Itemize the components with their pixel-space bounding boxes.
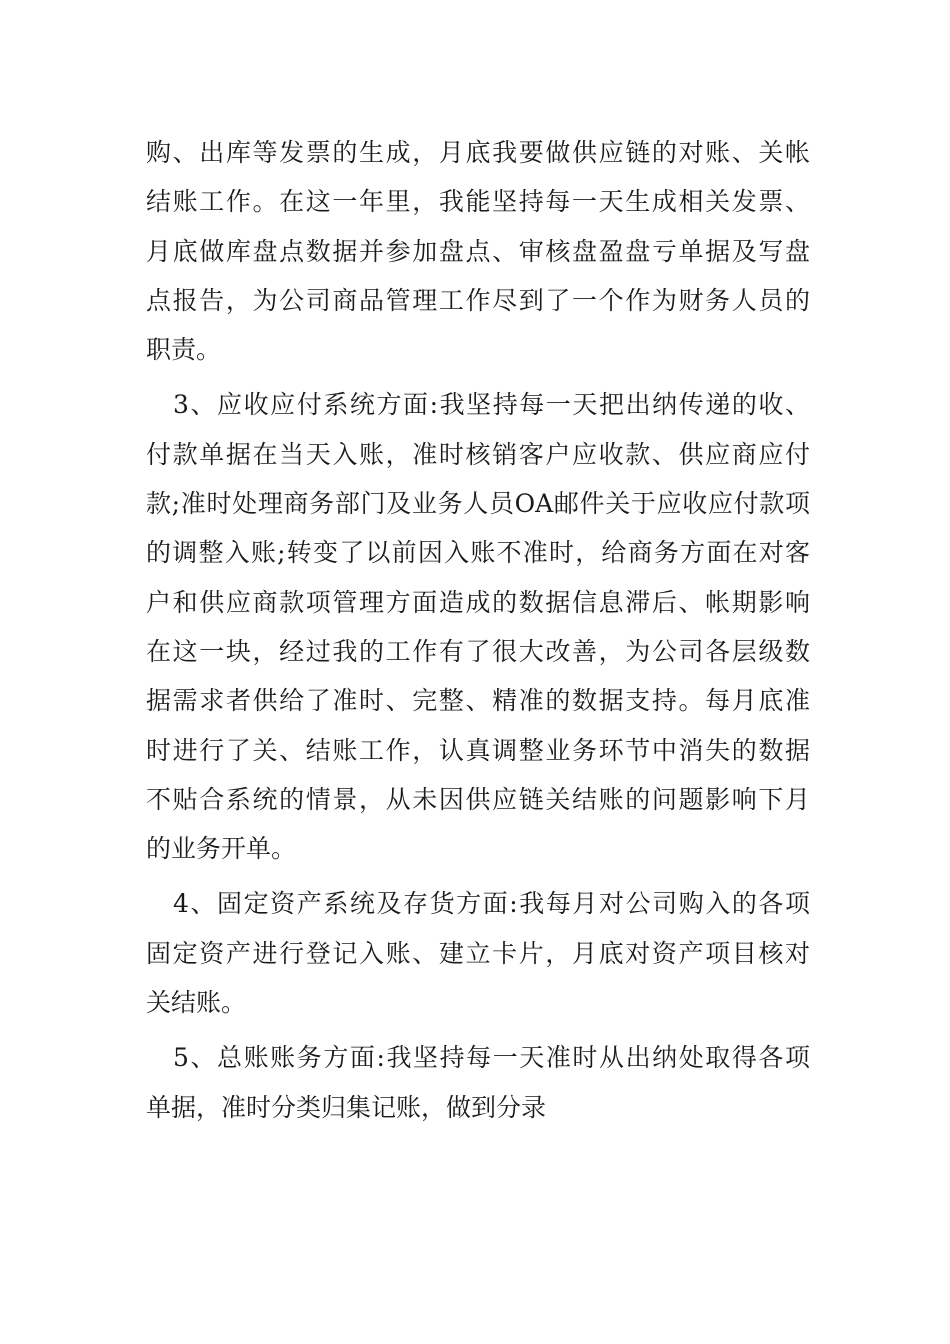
text-line: 结账工作。在这一年里，我能坚持每一天生成相关发票、 <box>146 187 810 217</box>
text-line: 5、总账账务方面:我坚持每一天准时从出纳处取得各项 <box>173 1043 810 1073</box>
paragraph-3 <box>146 879 810 1027</box>
paragraph-1 <box>146 128 810 374</box>
text-line: 点报告，为公司商品管理工作尽到了一个作为财务人员的 <box>146 285 810 315</box>
document-body <box>146 128 810 1132</box>
text-line: 职责。 <box>146 335 222 365</box>
text-line: 不贴合系统的情景，从未因供应链关结账的问题影响下月 <box>146 784 810 814</box>
text-line: 在这一块，经过我的工作有了很大改善，为公司各层级数 <box>146 636 810 666</box>
text-line: 据需求者供给了准时、完整、精准的数据支持。每月底准 <box>146 686 810 716</box>
paragraph-2 <box>146 380 810 873</box>
text-line: 固定资产进行登记入账、建立卡片，月底对资产项目核对 <box>146 938 810 968</box>
text-line: 3、应收应付系统方面:我坚持每一天把出纳传递的收、 <box>173 390 810 420</box>
text-line: 款;准时处理商务部门及业务人员OA邮件关于应收应付款项 <box>146 489 810 519</box>
text-line: 单据，准时分类归集记账，做到分录 <box>146 1092 547 1122</box>
text-line: 购、出库等发票的生成，月底我要做供应链的对账、关帐 <box>146 138 810 167</box>
text-line: 4、固定资产系统及存货方面:我每月对公司购入的各项 <box>173 889 810 919</box>
text-line: 付款单据在当天入账，准时核销客户应收款、供应商应付 <box>146 439 810 469</box>
text-line: 的调整入账;转变了以前因入账不准时，给商务方面在对客 <box>146 538 810 568</box>
text-line: 月底做库盘点数据并参加盘点、审核盘盈盘亏单据及写盘 <box>146 236 810 266</box>
text-line: 户和供应商款项管理方面造成的数据信息滞后、帐期影响 <box>146 587 810 617</box>
paragraph-4 <box>146 1033 810 1132</box>
text-line: 关结账。 <box>146 988 247 1018</box>
text-line: 的业务开单。 <box>146 834 297 864</box>
text-line: 时进行了关、结账工作，认真调整业务环节中消失的数据 <box>146 735 810 765</box>
